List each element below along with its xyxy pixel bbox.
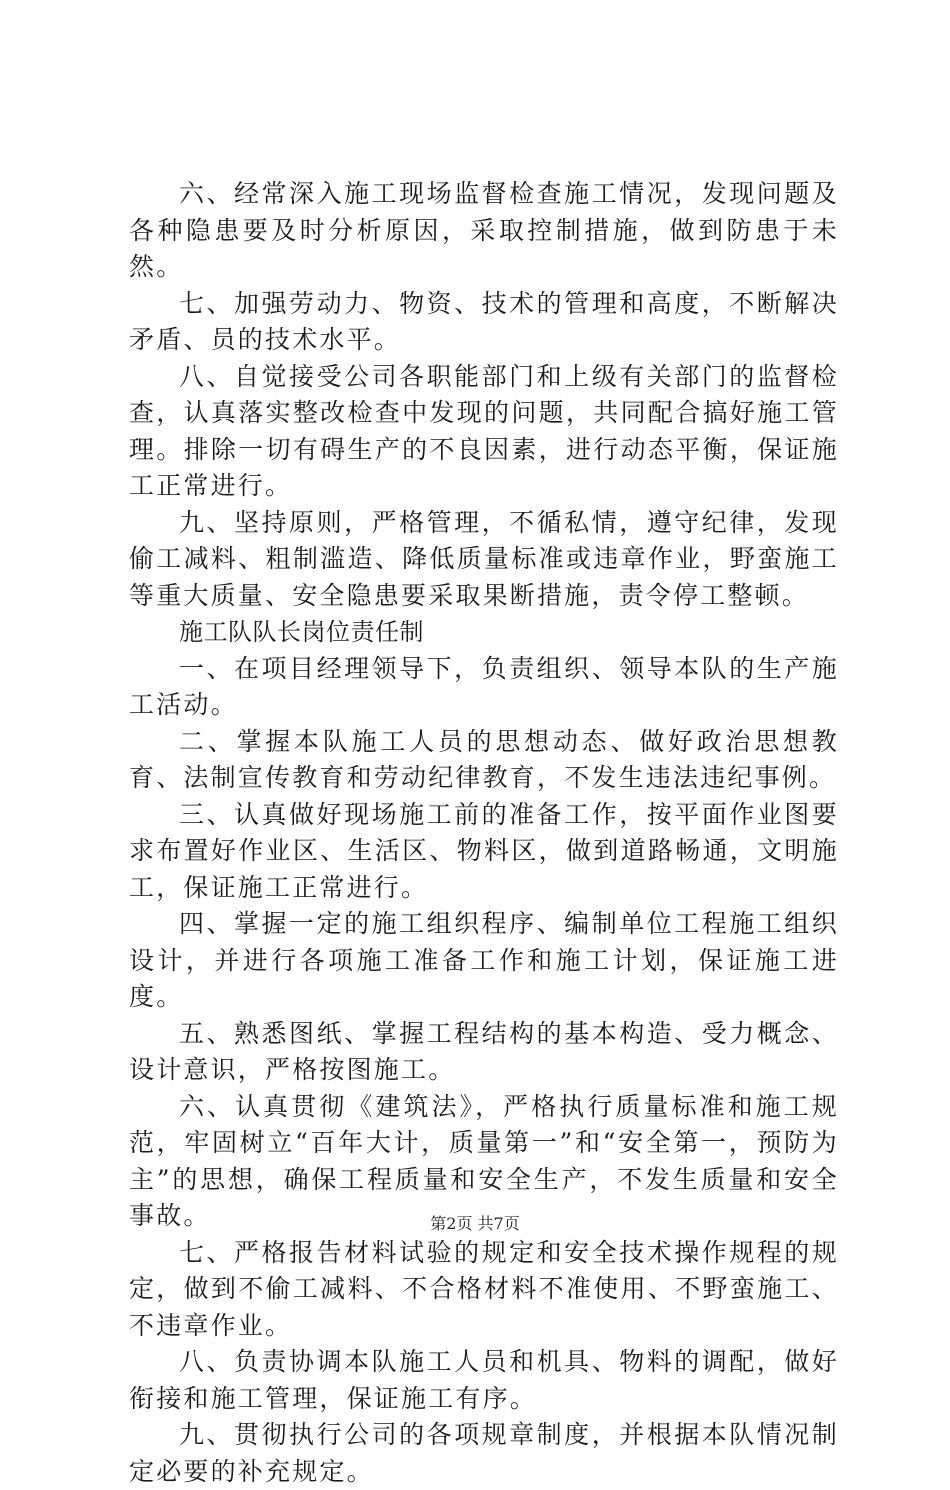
page-number-footer: 第2页 共7页 bbox=[430, 1214, 520, 1233]
paragraph-item-9: 九、坚持原则，严格管理，不循私情，遵守纪律，发现偷工减料、粗制滥造、降低质量标准或违章作业，野蛮施工等重大质量、安全隐患要采取果断措施，责令停工整顿。 bbox=[129, 507, 839, 610]
document-body bbox=[129, 176, 839, 1490]
duty-item-3: 三、认真做好现场施工前的准备工作，按平面作业图要求布置好作业区、生活区、物料区，做到道路畅通，文明施工，保证施工正常进行。 bbox=[129, 799, 839, 902]
duty-item-6: 六、认真贯彻《建筑法》，严格执行质量标准和施工规范，牢固树立“百年大计，质量第一”和“安全第一，预防为主”的思想，确保工程质量和安全生产，不发生质量和安全事故。 bbox=[129, 1091, 839, 1230]
duty-item-4: 四、掌握一定的施工组织程序、编制单位工程施工组织设计，并进行各项施工准备工作和施工计划，保证施工进度。 bbox=[129, 909, 839, 1011]
duty-item-2: 二、掌握本队施工人员的思想动态、做好政治思想教育、法制宣传教育和劳动纪律教育，不发生违法违纪事例。 bbox=[129, 726, 839, 792]
duty-item-8: 八、负责协调本队施工人员和机具、物料的调配，做好衔接和施工管理，保证施工有序。 bbox=[129, 1347, 839, 1413]
paragraph-item-7: 七、加强劳动力、物资、技术的管理和高度，不断解决矛盾、员的技术水平。 bbox=[129, 288, 839, 354]
paragraph-item-8: 八、自觉接受公司各职能部门和上级有关部门的监督检查，认真落实整改检查中发现的问题，共同配合搞好施工管理。排除一切有碍生产的不良因素，进行动态平衡，保证施工正常进行。 bbox=[129, 361, 839, 500]
section-heading: 施工队队长岗位责任制 bbox=[179, 618, 424, 646]
duty-item-5: 五、熟悉图纸、掌握工程结构的基本构造、受力概念、设计意识，严格按图施工。 bbox=[129, 1018, 839, 1084]
duty-item-1: 一、在项目经理领导下，负责组织、领导本队的生产施工活动。 bbox=[129, 653, 839, 719]
duty-item-9: 九、贯彻执行公司的各项规章制度，并根据本队情况制定必要的补充规定。 bbox=[129, 1420, 839, 1486]
paragraph-item-6: 六、经常深入施工现场监督检查施工情况，发现问题及各种隐患要及时分析原因，采取控制措施，做到防患于未然。 bbox=[129, 179, 839, 281]
duty-item-7: 七、严格报告材料试验的规定和安全技术操作规程的规定，做到不偷工减料、不合格材料不准使用、不野蛮施工、不违章作业。 bbox=[129, 1237, 839, 1340]
